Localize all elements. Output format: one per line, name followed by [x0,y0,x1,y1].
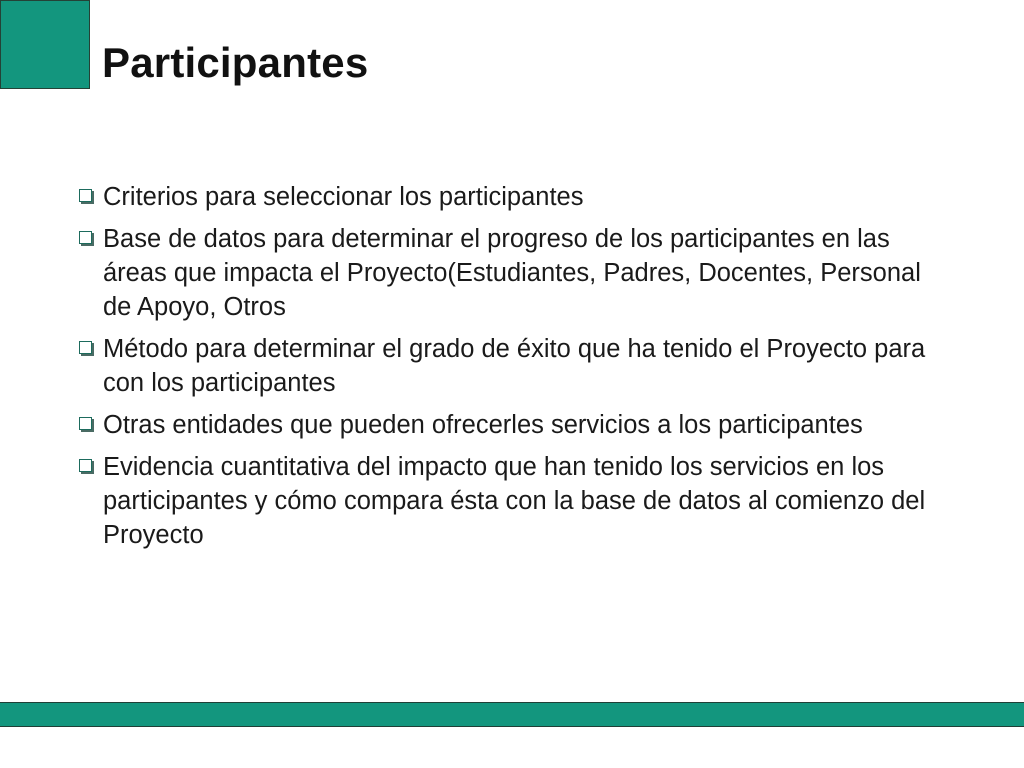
bullet-list [78,180,928,560]
bullet-item [78,450,928,552]
slide-title: Participantes [102,39,369,86]
checkbox-square-icon [79,341,92,354]
bullet-item [78,222,928,324]
bullet-text: Método para determinar el grado de éxito que ha tenido el Proyecto para con los participantes [103,335,926,397]
bullet-item [78,180,928,214]
footer-accent-bar [0,702,1024,727]
checkbox-square-icon [79,459,92,472]
checkbox-square-icon [79,417,92,430]
bullet-text: Evidencia cuantitativa del impacto que han tenido los servicios en los participantes y cómo compara ésta con la base de datos al comienzo del Proyecto [103,453,926,549]
bullet-text: Base de datos para determinar el progreso de los participantes en las áreas que impacta el Proyecto(Estudiantes, Padres, Docentes, Personal de Apoyo, Otros [103,225,921,321]
checkbox-square-icon [79,231,92,244]
checkbox-square-icon [79,189,92,202]
bullet-text: Otras entidades que pueden ofrecerles servicios a los participantes [103,411,863,439]
bullet-text: Criterios para seleccionar los participantes [103,183,584,211]
corner-accent-square [0,0,90,89]
bullet-item [78,408,928,442]
bullet-item [78,332,928,400]
